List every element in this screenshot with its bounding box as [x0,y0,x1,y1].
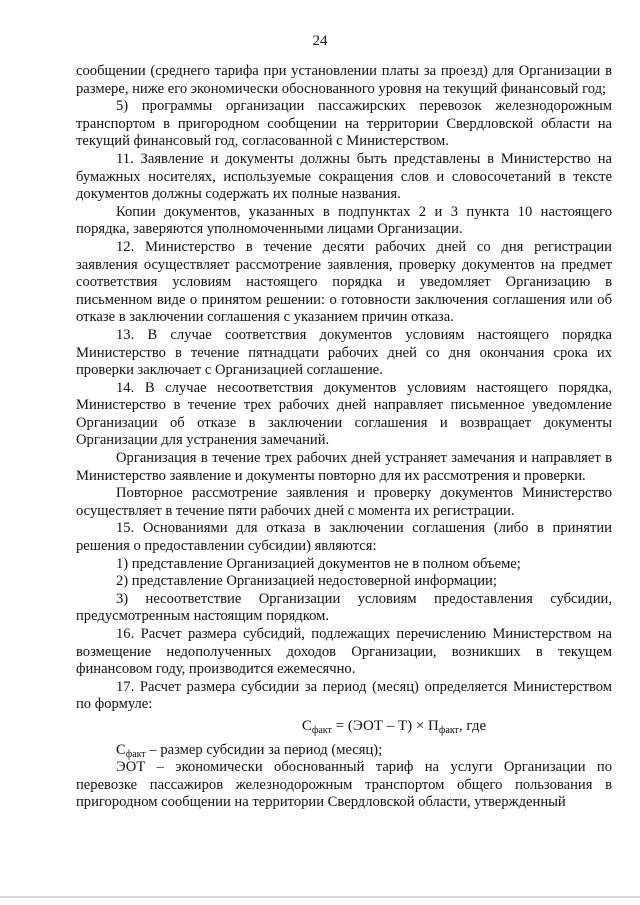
paragraph: 17. Расчет размера субсидии за период (месяц) определяется Министерством по формуле: [76,678,612,713]
list-item: 1) представление Организацией документов не в полном объеме; [116,555,521,572]
formula-mid-subscript: факт [438,724,459,736]
paragraph: Организация в течение трех рабочих дней устраняет замечания и направляет в Министерство заявление и документы повторно для их рассмотрения и проверки. [76,450,612,484]
page-edge-divider [0,896,640,898]
definition [76,742,612,760]
document-body [76,63,612,812]
formula-tail: , где [458,717,487,734]
list-item: 2) представление Организацией недостоверной информации; [116,573,497,590]
formula-lhs-subscript: факт [311,724,332,736]
paragraph: Повторное рассмотрение заявления и проверку документов Министерство осуществляет в течение пяти рабочих дней с момента их регистрации. [76,485,612,519]
subsidy-formula [76,718,612,736]
paragraph: Копии документов, указанных в подпунктах 2 и 3 пункта 10 настоящего порядка, заверяются уполномоченными лицами Организации. [76,203,612,238]
definition-text: – размер субсидии за период (месяц); [145,741,383,758]
paragraph: 12. Министерство в течение десяти рабочих дней со дня регистрации заявления осуществляет рассмотрение заявления, проверку документов на предмет соответствия условиям настоящего порядка и уведомляет Организацию в письменном виде о принятом решении: о готовности заключения соглашения или об отказе в заключении соглашения с указанием причин отказа. [76,238,612,326]
paragraph: 14. В случае несоответствия документов условиям настоящего порядка, Министерство в течение трех рабочих дней направляет письменное уведомление Организации об отказе в заключении соглашения и возвращает документы Организации для устранения замечаний. [76,379,612,449]
paragraph: 15. Основаниями для отказа в заключении соглашения (либо в принятии решения о предоставлении субсидии) являются: [76,520,612,555]
paragraph: сообщении (среднего тарифа при установлении платы за проезд) для Организации в размере, ниже его экономически обоснованного уровня на текущий финансовый год; [76,63,612,97]
formula-middle: = (ЭОТ – Т) × П [331,717,439,734]
list-item: 3) несоответствие Организации условиям предоставления субсидии, предусмотренным настоящим порядком. [76,590,612,625]
formula-lhs: С [301,717,312,734]
definition-term: С [116,741,126,758]
definition: ЭОТ – экономически обоснованный тариф на услуги Организации по перевозке пассажиров железнодорожным транспортом общего пользования в пригородном сообщении на территории Свердловской области, утвержденный [76,759,612,811]
page-number: 24 [312,33,328,49]
paragraph: 5) программы организации пассажирских перевозок железнодорожным транспортом в пригородном сообщении на территории Свердловской области на текущий финансовый год, согласованной с Министерством. [76,98,612,150]
paragraph: 13. В случае соответствия документов условиям настоящего порядка Министерство в течение пятнадцати рабочих дней со дня окончания срока их проверки заключает с Организацией соглашение. [76,326,612,379]
paragraph: 11. Заявление и документы должны быть представлены в Министерство на бумажных носителях, используемые сокращения слов и словосочетаний в тексте документов должны содержать их полные названия. [76,150,612,203]
paragraph: 16. Расчет размера субсидий, подлежащих перечислению Министерством на возмещение недополученных доходов Организации, возникших в текущем финансовом году, производится ежемесячно. [76,626,612,678]
definition-term-subscript: факт [125,748,146,760]
